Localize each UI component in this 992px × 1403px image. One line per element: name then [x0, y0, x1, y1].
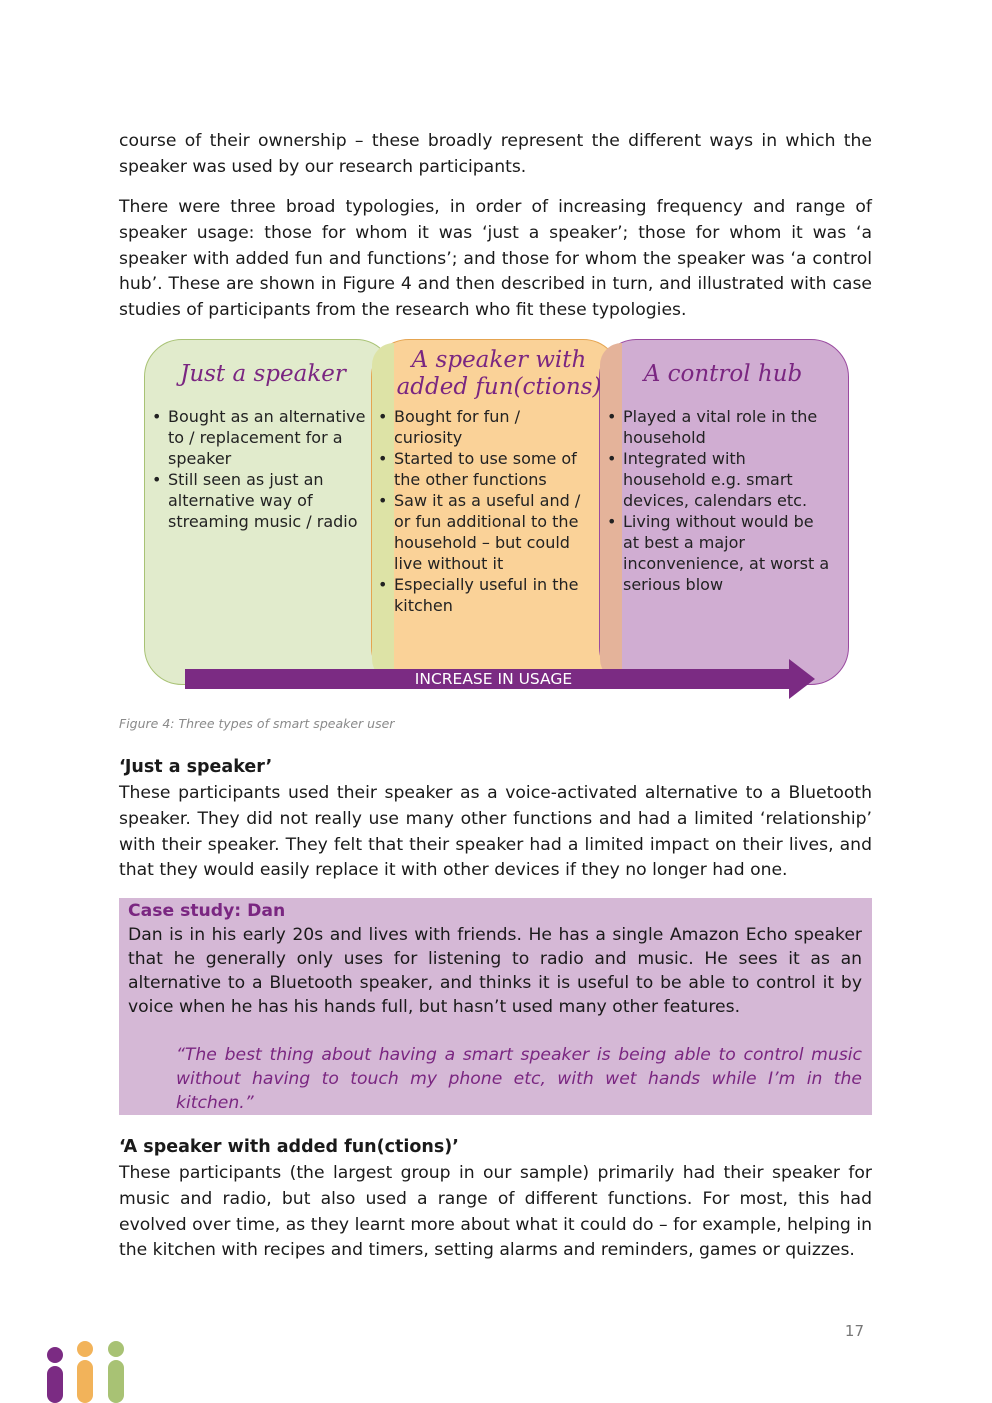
case-study-quote: “The best thing about having a smart speaker is being able to control music without having to touch my phone etc, with wet hands while I’m in the kitchen.” [176, 1045, 862, 1113]
intro-paragraph-1: course of their ownership – these broadly represent the different ways in which the speaker was used by our research participants. [119, 131, 872, 177]
bullet-list-control-hub [599, 406, 831, 595]
list-item: • Especially useful in the kitchen [370, 574, 592, 616]
panel-title-control-hub: A control hub [643, 361, 803, 387]
intro-paragraph-2: There were three broad typologies, in order of increasing frequency and range of speaker usage: those for whom it was ‘just a speaker’; those for whom it was ‘a speaker with added fun and functions’; and those for whom the speaker was ‘a control hub’. These are shown in Figure 4 and then described in turn, and illustrated with case studies of participants from the research who fit these typologies. [119, 197, 872, 321]
section-heading-added-functions: ‘A speaker with added fun(ctions)’ [119, 1137, 459, 1157]
list-item: • Integrated with household e.g. smart devices, calendars etc. [599, 448, 831, 511]
section-heading-just-a-speaker: ‘Just a speaker’ [119, 757, 273, 777]
usage-arrow [185, 659, 814, 703]
page-number: 17 [844, 1322, 864, 1340]
figure-typologies [144, 339, 850, 711]
bullet-list-speaker-with-functions [370, 406, 592, 616]
list-item: • Still seen as just an alternative way of streaming music / radio [144, 469, 376, 532]
list-item: • Saw it as a useful and / or fun additional to the household – but could live without it [370, 490, 592, 574]
section-body-just-a-speaker: These participants used their speaker as a voice-activated alternative to a Bluetooth speaker. They did not really use many other functions and had a limited ‘relationship’ with their speaker. They felt that their speaker had a limited impact on their lives, and that they would easily replace it with other devices if they no longer had one. [119, 783, 872, 881]
list-item: • Bought as an alternative to / replacement for a speaker [144, 406, 376, 469]
section-body-added-functions: These participants (the largest group in our sample) primarily had their speaker for music and radio, but also used a range of different functions. For most, this had evolved over time, as they learnt more about what it could do – for example, helping in the kitchen with recipes and timers, setting alarms and reminders, games or quizzes. [119, 1163, 872, 1261]
panel-title-speaker-with-functions: A speaker with added fun(ctions) [396, 347, 602, 400]
arrow-label: INCREASE IN USAGE [414, 670, 573, 688]
panel-title-just-a-speaker: Just a speaker [180, 361, 346, 387]
case-study-body: Dan is in his early 20s and lives with friends. He has a single Amazon Echo speaker that he generally only uses for listening to radio and music. He sees it as an alternative to a Bluetooth speaker, and thinks it is useful to be able to control it by voice when he has his hands full, but hasn’t used many other features. [128, 925, 862, 1017]
organization-logo-icon [44, 1341, 130, 1403]
case-study-title: Case study: Dan [128, 901, 286, 921]
case-study-box [119, 898, 872, 1115]
bullet-list-just-a-speaker [144, 406, 376, 532]
list-item: • Played a vital role in the household [599, 406, 831, 448]
list-item: • Started to use some of the other functions [370, 448, 592, 490]
list-item: • Living without would be at best a major inconvenience, at worst a serious blow [599, 511, 831, 595]
list-item: • Bought for fun / curiosity [370, 406, 592, 448]
figure-caption: Figure 4: Three types of smart speaker user [119, 716, 395, 731]
